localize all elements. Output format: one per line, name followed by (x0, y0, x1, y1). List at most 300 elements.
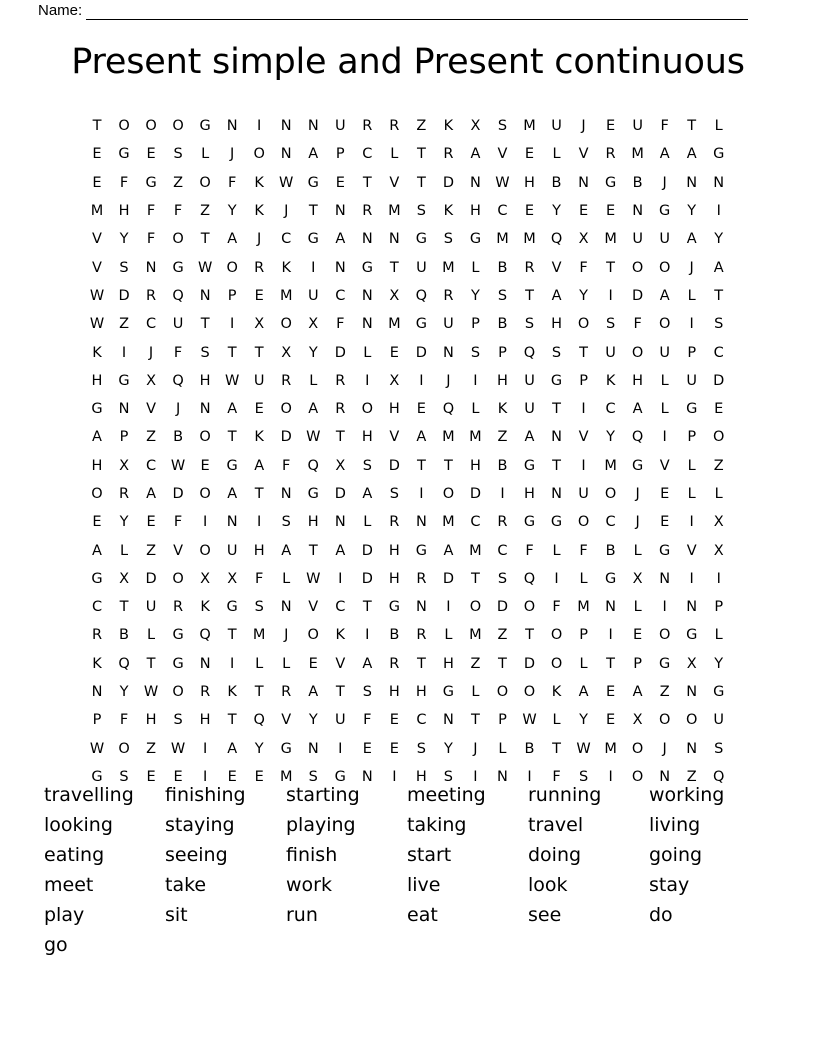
grid-cell[interactable]: G (550, 514, 563, 531)
grid-cell[interactable]: M (442, 429, 455, 446)
grid-cell[interactable]: C (335, 287, 346, 304)
grid-cell[interactable]: M (631, 146, 644, 163)
grid-cell[interactable]: V (578, 146, 589, 163)
grid-cell[interactable]: A (227, 486, 238, 502)
grid-cell[interactable]: E (173, 768, 183, 785)
word-list-item[interactable]: see (528, 904, 562, 926)
grid-cell[interactable]: T (146, 655, 156, 672)
grid-cell[interactable]: Y (714, 655, 724, 672)
grid-cell[interactable]: O (253, 146, 265, 163)
grid-cell[interactable]: U (253, 372, 265, 389)
grid-cell[interactable]: N (578, 174, 589, 191)
grid-cell[interactable]: P (687, 429, 697, 446)
grid-cell[interactable]: E (633, 627, 643, 644)
grid-cell[interactable]: Z (686, 768, 697, 785)
grid-cell[interactable]: S (119, 259, 129, 276)
grid-cell[interactable]: H (524, 174, 535, 191)
grid-cell[interactable]: B (497, 457, 508, 474)
grid-cell[interactable]: V (389, 429, 400, 446)
grid-cell[interactable]: T (227, 344, 237, 361)
grid-cell[interactable]: S (714, 740, 724, 757)
grid-cell[interactable]: S (497, 118, 508, 135)
grid-cell[interactable]: D (334, 344, 346, 361)
grid-cell[interactable]: J (230, 146, 235, 163)
grid-cell[interactable]: Z (173, 174, 184, 191)
grid-cell[interactable]: Q (415, 287, 428, 304)
grid-cell[interactable]: A (254, 457, 265, 474)
grid-cell[interactable]: M (469, 429, 482, 446)
grid-cell[interactable]: N (388, 231, 400, 248)
grid-cell[interactable]: I (500, 486, 505, 502)
grid-cell[interactable]: Y (606, 429, 616, 446)
grid-cell[interactable]: N (686, 740, 698, 757)
grid-cell[interactable]: N (442, 712, 454, 729)
word-list-item[interactable]: travelling (44, 784, 134, 806)
grid-cell[interactable]: N (713, 174, 725, 191)
word-list-item[interactable]: playing (286, 814, 356, 836)
grid-cell[interactable]: Y (308, 344, 318, 361)
grid-cell[interactable]: M (279, 287, 293, 304)
grid-cell[interactable]: T (471, 712, 480, 729)
grid-cell[interactable]: O (199, 486, 211, 502)
grid-cell[interactable]: N (632, 203, 644, 220)
grid-cell[interactable]: I (608, 287, 613, 304)
grid-cell[interactable]: R (524, 259, 535, 276)
grid-cell[interactable]: O (469, 599, 482, 616)
grid-cell[interactable]: U (524, 401, 535, 418)
grid-cell[interactable]: U (632, 118, 643, 135)
grid-cell[interactable]: N (91, 684, 103, 701)
grid-cell[interactable]: A (470, 146, 481, 163)
grid-cell[interactable]: G (415, 231, 427, 248)
grid-cell[interactable]: T (525, 287, 534, 304)
grid-cell[interactable]: I (202, 514, 208, 531)
grid-cell[interactable]: M (604, 231, 617, 248)
word-list-item[interactable]: eating (44, 844, 105, 866)
grid-cell[interactable]: O (577, 316, 590, 333)
grid-cell[interactable]: T (443, 457, 453, 474)
grid-cell[interactable]: N (686, 684, 698, 701)
grid-cell[interactable]: D (713, 372, 725, 389)
grid-cell[interactable]: S (389, 486, 399, 502)
grid-cell[interactable]: S (173, 712, 183, 729)
grid-cell[interactable]: S (578, 768, 589, 785)
grid-cell[interactable]: N (551, 486, 562, 502)
grid-cell[interactable]: T (227, 429, 237, 446)
grid-cell[interactable]: R (335, 401, 346, 418)
grid-cell[interactable]: R (281, 684, 292, 701)
grid-cell[interactable]: I (716, 570, 721, 587)
grid-cell[interactable]: A (227, 740, 238, 757)
grid-cell[interactable]: L (282, 655, 291, 672)
grid-cell[interactable]: L (363, 514, 372, 531)
grid-cell[interactable]: U (659, 231, 670, 248)
grid-cell[interactable]: J (581, 118, 586, 135)
grid-cell[interactable]: T (200, 231, 210, 248)
grid-cell[interactable]: F (363, 712, 372, 729)
grid-cell[interactable]: J (148, 344, 154, 361)
grid-cell[interactable]: O (658, 259, 671, 276)
grid-cell[interactable]: A (632, 684, 643, 701)
grid-cell[interactable]: G (632, 457, 644, 474)
grid-cell[interactable]: M (469, 542, 482, 559)
grid-cell[interactable]: G (226, 457, 238, 474)
grid-cell[interactable]: X (632, 570, 643, 587)
grid-cell[interactable]: O (496, 684, 509, 701)
grid-cell[interactable]: H (199, 712, 211, 729)
grid-cell[interactable]: W (224, 372, 240, 389)
grid-cell[interactable]: S (281, 514, 291, 531)
grid-cell[interactable]: P (335, 146, 345, 163)
grid-cell[interactable]: I (365, 372, 370, 389)
grid-cell[interactable]: N (199, 655, 211, 672)
grid-cell[interactable]: T (362, 599, 372, 616)
grid-cell[interactable]: U (416, 259, 427, 276)
grid-cell[interactable]: H (388, 401, 400, 418)
grid-cell[interactable]: W (89, 316, 105, 333)
grid-cell[interactable]: A (524, 429, 535, 446)
grid-cell[interactable]: O (713, 429, 725, 446)
grid-cell[interactable]: X (389, 287, 400, 304)
grid-cell[interactable]: L (363, 344, 372, 361)
grid-cell[interactable]: G (172, 259, 184, 276)
grid-cell[interactable]: Q (523, 344, 536, 361)
grid-cell[interactable]: J (257, 231, 262, 248)
grid-cell[interactable]: L (714, 627, 723, 644)
grid-cell[interactable]: Z (146, 429, 157, 446)
grid-cell[interactable]: E (578, 203, 589, 220)
grid-cell[interactable]: G (686, 627, 698, 644)
grid-cell[interactable]: X (254, 316, 265, 333)
grid-cell[interactable]: V (173, 542, 184, 559)
grid-cell[interactable]: V (92, 231, 102, 248)
grid-cell[interactable]: S (497, 570, 508, 587)
grid-cell[interactable]: I (527, 768, 532, 785)
grid-cell[interactable]: X (713, 542, 724, 559)
grid-cell[interactable]: O (280, 401, 292, 418)
grid-cell[interactable]: I (202, 768, 208, 785)
grid-cell[interactable]: U (524, 372, 535, 389)
word-list-item[interactable]: going (649, 844, 703, 866)
grid-cell[interactable]: P (498, 712, 507, 729)
grid-cell[interactable]: A (551, 287, 562, 304)
grid-cell[interactable]: E (308, 655, 318, 672)
grid-cell[interactable]: O (307, 627, 319, 644)
grid-cell[interactable]: K (200, 599, 210, 616)
grid-cell[interactable]: E (362, 740, 372, 757)
grid-cell[interactable]: M (523, 118, 536, 135)
grid-cell[interactable]: D (388, 457, 400, 474)
grid-cell[interactable]: C (605, 514, 616, 531)
grid-cell[interactable]: D (415, 344, 427, 361)
grid-cell[interactable]: N (497, 768, 508, 785)
grid-cell[interactable]: Y (119, 684, 129, 701)
grid-cell[interactable]: W (170, 740, 186, 757)
grid-cell[interactable]: B (524, 740, 535, 757)
grid-cell[interactable]: O (550, 655, 563, 672)
grid-cell[interactable]: Q (442, 401, 455, 418)
grid-cell[interactable]: X (227, 570, 238, 587)
grid-cell[interactable]: M (388, 316, 401, 333)
word-list-item[interactable]: sit (165, 904, 188, 926)
grid-cell[interactable]: O (118, 118, 130, 135)
grid-cell[interactable]: A (443, 542, 454, 559)
grid-cell[interactable]: L (660, 401, 669, 418)
grid-cell[interactable]: V (578, 429, 589, 446)
grid-cell[interactable]: E (335, 174, 345, 191)
grid-cell[interactable]: G (118, 372, 130, 389)
grid-cell[interactable]: E (227, 768, 237, 785)
grid-cell[interactable]: G (172, 655, 184, 672)
grid-cell[interactable]: N (442, 344, 454, 361)
grid-cell[interactable]: G (145, 174, 157, 191)
grid-cell[interactable]: A (686, 231, 697, 248)
grid-cell[interactable]: W (306, 570, 321, 587)
grid-cell[interactable]: Z (659, 684, 670, 701)
grid-cell[interactable]: W (576, 740, 591, 757)
word-list-item[interactable]: work (286, 874, 332, 896)
grid-cell[interactable]: G (172, 627, 184, 644)
grid-cell[interactable]: H (388, 684, 400, 701)
grid-cell[interactable]: Y (254, 740, 264, 757)
grid-cell[interactable]: V (389, 174, 400, 191)
grid-cell[interactable]: Z (416, 118, 427, 135)
grid-cell[interactable]: F (173, 344, 183, 361)
grid-cell[interactable]: A (362, 486, 373, 502)
grid-cell[interactable]: I (365, 627, 370, 644)
grid-cell[interactable]: F (552, 768, 561, 785)
grid-cell[interactable]: E (606, 203, 616, 220)
grid-cell[interactable]: M (252, 627, 266, 644)
grid-cell[interactable]: W (495, 174, 510, 191)
grid-cell[interactable]: I (581, 457, 586, 474)
grid-cell[interactable]: S (605, 316, 616, 333)
grid-cell[interactable]: T (498, 655, 507, 672)
grid-cell[interactable]: Y (471, 287, 480, 304)
grid-cell[interactable]: I (392, 768, 397, 785)
grid-cell[interactable]: D (442, 570, 454, 587)
grid-cell[interactable]: Q (172, 372, 184, 389)
grid-cell[interactable]: K (254, 174, 264, 191)
grid-cell[interactable]: A (281, 542, 292, 559)
grid-cell[interactable]: P (498, 344, 507, 361)
grid-cell[interactable]: H (469, 203, 481, 220)
grid-cell[interactable]: Y (443, 740, 453, 757)
grid-cell[interactable]: O (226, 259, 238, 276)
grid-cell[interactable]: H (307, 514, 319, 531)
grid-cell[interactable]: P (579, 372, 588, 389)
grid-cell[interactable]: G (91, 401, 103, 418)
grid-cell[interactable]: O (631, 740, 644, 757)
grid-cell[interactable]: G (713, 684, 725, 701)
grid-cell[interactable]: I (662, 599, 667, 616)
grid-cell[interactable]: H (91, 457, 103, 474)
word-list-item[interactable]: looking (44, 814, 113, 836)
grid-cell[interactable]: R (335, 372, 346, 389)
grid-cell[interactable]: L (390, 146, 399, 163)
grid-cell[interactable]: R (281, 372, 292, 389)
grid-cell[interactable]: W (89, 740, 105, 757)
grid-cell[interactable]: J (662, 740, 667, 757)
grid-cell[interactable]: I (716, 203, 721, 220)
grid-cell[interactable]: N (199, 401, 211, 418)
grid-cell[interactable]: J (446, 372, 451, 389)
grid-cell[interactable]: V (308, 599, 319, 616)
grid-cell[interactable]: E (92, 146, 102, 163)
grid-cell[interactable]: R (389, 514, 400, 531)
grid-cell[interactable]: S (254, 599, 264, 616)
grid-cell[interactable]: E (606, 684, 616, 701)
grid-cell[interactable]: I (473, 768, 478, 785)
grid-cell[interactable]: I (662, 429, 667, 446)
grid-cell[interactable]: L (444, 627, 453, 644)
grid-cell[interactable]: R (173, 599, 184, 616)
grid-cell[interactable]: Z (470, 655, 481, 672)
grid-cell[interactable]: G (334, 768, 346, 785)
grid-cell[interactable]: X (632, 712, 643, 729)
grid-cell[interactable]: S (470, 344, 481, 361)
grid-cell[interactable]: F (660, 118, 669, 135)
grid-cell[interactable]: Y (119, 514, 129, 531)
grid-cell[interactable]: B (173, 429, 184, 446)
grid-cell[interactable]: X (119, 570, 129, 587)
grid-cell[interactable]: T (416, 174, 426, 191)
grid-cell[interactable]: A (227, 401, 238, 418)
grid-cell[interactable]: K (605, 372, 616, 389)
grid-cell[interactable]: H (361, 429, 373, 446)
grid-cell[interactable]: L (471, 401, 480, 418)
grid-cell[interactable]: N (659, 570, 671, 587)
grid-cell[interactable]: L (119, 542, 129, 559)
grid-cell[interactable]: T (254, 486, 264, 502)
word-list-item[interactable]: travel (528, 814, 584, 836)
grid-cell[interactable]: O (631, 259, 644, 276)
grid-cell[interactable]: N (334, 259, 346, 276)
grid-cell[interactable]: U (605, 344, 616, 361)
grid-cell[interactable]: F (336, 316, 345, 333)
grid-cell[interactable]: L (579, 570, 588, 587)
grid-cell[interactable]: H (145, 712, 157, 729)
grid-cell[interactable]: G (523, 514, 536, 531)
grid-cell[interactable]: A (362, 655, 373, 672)
grid-cell[interactable]: I (446, 599, 451, 616)
grid-cell[interactable]: V (92, 259, 102, 276)
grid-cell[interactable]: B (605, 542, 616, 559)
grid-cell[interactable]: F (282, 457, 291, 474)
grid-cell[interactable]: L (714, 486, 723, 502)
grid-cell[interactable]: K (92, 655, 102, 672)
grid-cell[interactable]: U (632, 231, 643, 248)
grid-cell[interactable]: J (635, 486, 640, 502)
grid-cell[interactable]: O (361, 401, 374, 418)
grid-cell[interactable]: N (361, 768, 373, 785)
grid-cell[interactable]: P (471, 316, 480, 333)
grid-cell[interactable]: D (469, 486, 482, 502)
grid-cell[interactable]: D (632, 287, 644, 304)
grid-cell[interactable]: A (146, 486, 157, 502)
grid-cell[interactable]: N (361, 231, 373, 248)
word-list-item[interactable]: working (649, 784, 725, 806)
grid-cell[interactable]: T (362, 174, 372, 191)
word-list-item[interactable]: take (165, 874, 207, 896)
grid-cell[interactable]: E (200, 457, 210, 474)
grid-cell[interactable]: F (552, 599, 561, 616)
grid-cell[interactable]: H (497, 372, 508, 389)
grid-cell[interactable]: T (227, 627, 237, 644)
grid-cell[interactable]: H (199, 372, 211, 389)
grid-cell[interactable]: I (257, 118, 262, 135)
grid-cell[interactable]: P (92, 712, 102, 729)
grid-cell[interactable]: L (633, 599, 642, 616)
grid-cell[interactable]: T (416, 146, 426, 163)
grid-cell[interactable]: I (608, 627, 613, 644)
grid-cell[interactable]: E (389, 740, 399, 757)
grid-cell[interactable]: I (230, 316, 235, 333)
grid-cell[interactable]: B (497, 316, 508, 333)
grid-cell[interactable]: G (415, 316, 427, 333)
grid-cell[interactable]: C (497, 203, 508, 220)
grid-cell[interactable]: I (419, 486, 424, 502)
grid-cell[interactable]: Z (713, 457, 724, 474)
grid-cell[interactable]: I (419, 372, 424, 389)
grid-cell[interactable]: O (523, 684, 536, 701)
grid-cell[interactable]: H (469, 457, 481, 474)
grid-cell[interactable]: H (118, 203, 130, 220)
grid-cell[interactable]: J (689, 259, 694, 276)
grid-cell[interactable]: E (389, 344, 399, 361)
grid-cell[interactable]: K (497, 401, 508, 418)
grid-cell[interactable]: X (146, 372, 157, 389)
grid-cell[interactable]: E (146, 768, 156, 785)
grid-cell[interactable]: S (443, 231, 454, 248)
word-list-item[interactable]: meeting (407, 784, 486, 806)
grid-cell[interactable]: E (146, 514, 156, 531)
grid-cell[interactable]: W (89, 287, 105, 304)
grid-cell[interactable]: E (254, 287, 264, 304)
grid-cell[interactable]: A (659, 146, 670, 163)
grid-cell[interactable]: L (552, 712, 561, 729)
grid-cell[interactable]: G (91, 570, 103, 587)
grid-cell[interactable]: G (469, 231, 482, 248)
word-list-item[interactable]: running (528, 784, 602, 806)
grid-cell[interactable]: F (227, 174, 237, 191)
grid-cell[interactable]: S (362, 684, 372, 701)
grid-cell[interactable]: W (170, 457, 186, 474)
grid-cell[interactable]: A (92, 542, 102, 559)
word-list-item[interactable]: look (528, 874, 568, 896)
grid-cell[interactable]: A (335, 231, 346, 248)
grid-cell[interactable]: D (442, 174, 454, 191)
grid-cell[interactable]: T (606, 259, 616, 276)
grid-cell[interactable]: G (604, 174, 617, 191)
grid-cell[interactable]: F (146, 231, 156, 248)
grid-cell[interactable]: K (254, 429, 264, 446)
grid-cell[interactable]: H (415, 684, 427, 701)
grid-cell[interactable]: A (632, 401, 643, 418)
grid-cell[interactable]: T (308, 542, 318, 559)
grid-cell[interactable]: Q (550, 231, 563, 248)
grid-cell[interactable]: N (415, 514, 427, 531)
grid-cell[interactable]: B (551, 174, 562, 191)
grid-cell[interactable]: M (388, 203, 401, 220)
grid-cell[interactable]: W (522, 712, 537, 729)
grid-cell[interactable]: F (119, 174, 129, 191)
grid-cell[interactable]: S (119, 768, 129, 785)
grid-cell[interactable]: N (659, 768, 671, 785)
grid-cell[interactable]: R (389, 655, 400, 672)
grid-cell[interactable]: N (361, 287, 373, 304)
grid-cell[interactable]: D (523, 655, 536, 672)
